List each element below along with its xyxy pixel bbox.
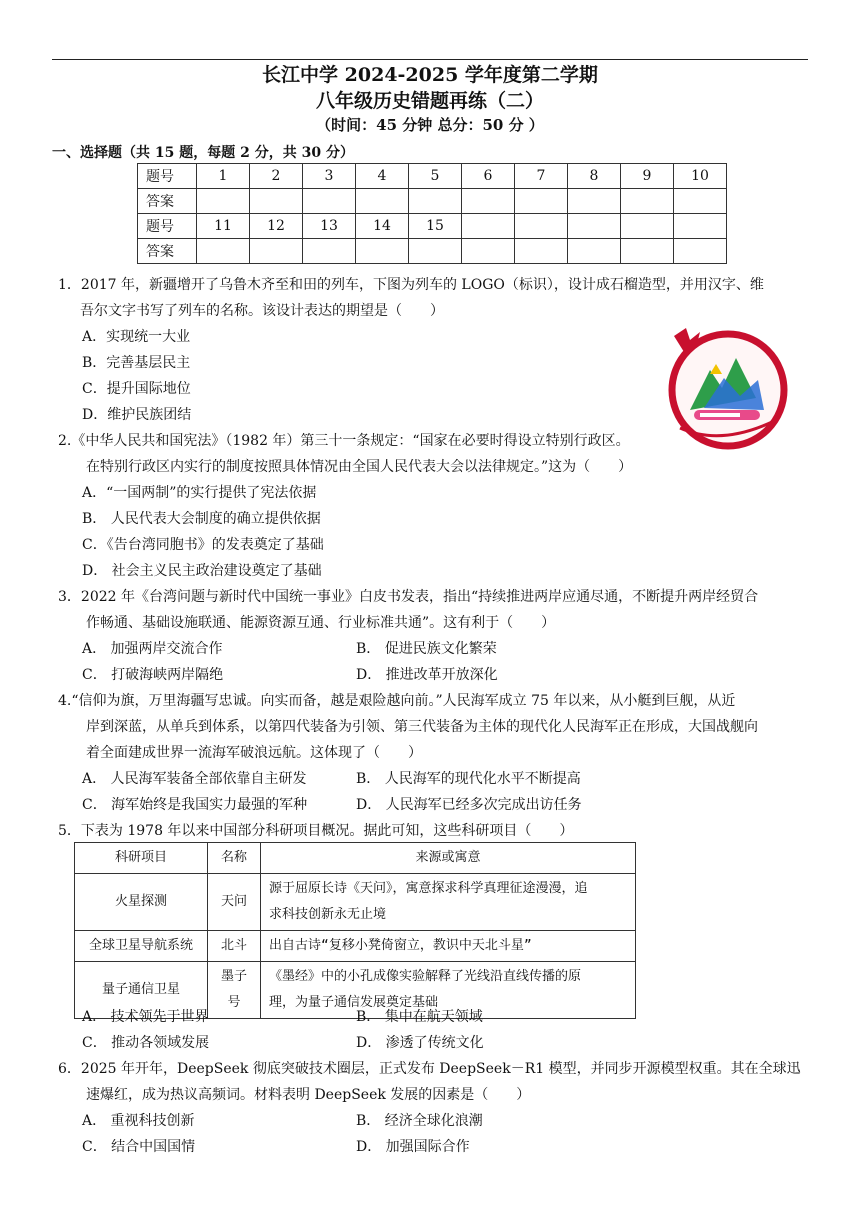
meaning-line: 《墨经》中的小孔成像实验解释了光线沿直线传播的原 bbox=[269, 969, 582, 984]
table-header: 来源或寓意 bbox=[261, 843, 636, 874]
stem-line: 吾尔文字书写了列车的名称。该设计表达的期望是（ ） bbox=[80, 303, 444, 319]
stem-line: 4.“信仰为旗，万里海疆写忠诚。向实而备，越是艰险越向前。”人民海军成立 75 年以来，从小艇到巨舰，从近 bbox=[58, 693, 736, 709]
qnum-cell: 4 bbox=[356, 164, 409, 189]
answer-cell[interactable] bbox=[197, 239, 250, 264]
answer-row bbox=[138, 239, 727, 264]
answer-label: 答案 bbox=[138, 189, 197, 214]
answer-cell[interactable] bbox=[621, 239, 674, 264]
name-cell: 天问 bbox=[208, 874, 261, 931]
stem-line: 岸到深蓝，从单兵到体系，以第四代装备为引领、第三代装备为主体的现代化人民海军正在形成，大国战舰向 bbox=[86, 719, 758, 735]
research-project-table bbox=[74, 842, 636, 1019]
q3-option-a[interactable]: A． 加强两岸交流合作 bbox=[82, 641, 223, 657]
qnum-cell: 3 bbox=[303, 164, 356, 189]
q4-option-c[interactable]: C． 海军始终是我国实力最强的军种 bbox=[82, 797, 308, 813]
stem-line: 2.《中华人民共和国宪法》（1982 年）第三十一条规定：“国家在必要时得设立特别行政区。 bbox=[58, 433, 630, 449]
qnum-cell bbox=[568, 214, 621, 239]
question-number-label: 题号 bbox=[138, 164, 197, 189]
q4-option-b[interactable]: B． 人民海军的现代化水平不断提高 bbox=[356, 771, 581, 787]
name-line: 墨子 bbox=[220, 969, 247, 984]
qnum-cell bbox=[515, 214, 568, 239]
answer-cell[interactable] bbox=[462, 189, 515, 214]
qnum-cell bbox=[462, 214, 515, 239]
qnum-cell: 15 bbox=[409, 214, 462, 239]
qnum-cell: 8 bbox=[568, 164, 621, 189]
project-cell: 全球卫星导航系统 bbox=[75, 931, 208, 962]
q5-option-b[interactable]: B． 集中在航天领域 bbox=[356, 1009, 483, 1025]
qnum-cell: 2 bbox=[250, 164, 303, 189]
question-number-label: 题号 bbox=[138, 214, 197, 239]
q6-option-a[interactable]: A． 重视科技创新 bbox=[82, 1113, 195, 1129]
answer-table bbox=[137, 163, 727, 264]
question-2-stem bbox=[58, 428, 810, 480]
qnum-cell bbox=[674, 214, 727, 239]
answer-cell[interactable] bbox=[621, 189, 674, 214]
answer-cell[interactable] bbox=[674, 239, 727, 264]
stem-line: 6．2025 年开年，DeepSeek 彻底突破技术圈层，正式发布 DeepSeek－R1 模型，并同步开源模型权重。其在全球迅 bbox=[58, 1061, 801, 1077]
qnum-cell: 6 bbox=[462, 164, 515, 189]
answer-cell[interactable] bbox=[515, 189, 568, 214]
q4-option-a[interactable]: A． 人民海军装备全部依靠自主研发 bbox=[82, 771, 307, 787]
table-header: 科研项目 bbox=[75, 843, 208, 874]
meaning-line: 求科技创新永无止境 bbox=[269, 907, 387, 922]
qnum-cell: 7 bbox=[515, 164, 568, 189]
stem-line: 速爆红，成为热议高频词。材料表明 DeepSeek 发展的因素是（ ） bbox=[86, 1087, 531, 1103]
answer-row bbox=[138, 189, 727, 214]
qnum-cell: 11 bbox=[197, 214, 250, 239]
q6-option-b[interactable]: B． 经济全球化浪潮 bbox=[356, 1113, 483, 1129]
answer-cell[interactable] bbox=[515, 239, 568, 264]
question-1-stem bbox=[58, 272, 810, 324]
qnum-cell: 14 bbox=[356, 214, 409, 239]
qnum-cell: 5 bbox=[409, 164, 462, 189]
q1-option-c[interactable]: C．提升国际地位 bbox=[82, 381, 191, 397]
exam-time-score: （时间：45 分钟 总分：50 分 ） bbox=[316, 116, 544, 134]
q2-option-c[interactable]: C．《告台湾同胞书》的发表奠定了基础 bbox=[82, 537, 324, 553]
q6-option-d[interactable]: D． 加强国际合作 bbox=[356, 1139, 470, 1155]
q3-option-b[interactable]: B． 促进民族文化繁荣 bbox=[356, 641, 497, 657]
question-4-stem bbox=[58, 688, 810, 766]
answer-cell[interactable] bbox=[409, 239, 462, 264]
answer-cell[interactable] bbox=[303, 239, 356, 264]
answer-cell[interactable] bbox=[250, 239, 303, 264]
answer-label: 答案 bbox=[138, 239, 197, 264]
answer-cell[interactable] bbox=[250, 189, 303, 214]
exam-subtitle: 八年级历史错题再练（二） bbox=[315, 90, 544, 112]
q2-option-b[interactable]: B． 人民代表大会制度的确立提供依据 bbox=[82, 511, 321, 527]
answer-cell[interactable] bbox=[462, 239, 515, 264]
meaning-line: 理，为量子通信发展奠定基础 bbox=[269, 995, 439, 1010]
table-row bbox=[75, 874, 636, 931]
q5-option-a[interactable]: A． 技术领先于世界 bbox=[82, 1009, 209, 1025]
stem-line: 在特别行政区内实行的制度按照具体情况由全国人民代表大会以法律规定。”这为（ ） bbox=[86, 459, 633, 475]
qnum-cell bbox=[621, 214, 674, 239]
qnum-cell: 12 bbox=[250, 214, 303, 239]
answer-cell[interactable] bbox=[356, 239, 409, 264]
answer-cell[interactable] bbox=[303, 189, 356, 214]
q4-option-d[interactable]: D． 人民海军已经多次完成出访任务 bbox=[356, 797, 582, 813]
q2-option-a[interactable]: A．“一国两制”的实行提供了宪法依据 bbox=[82, 485, 317, 501]
answer-cell[interactable] bbox=[409, 189, 462, 214]
stem-line: 5．下表为 1978 年以来中国部分科研项目概况。据此可知，这些科研项目（ ） bbox=[58, 823, 574, 839]
name-cell bbox=[208, 962, 261, 1019]
question-number-row bbox=[138, 214, 727, 239]
question-3-stem bbox=[58, 584, 810, 636]
answer-cell[interactable] bbox=[356, 189, 409, 214]
qnum-cell: 1 bbox=[197, 164, 250, 189]
exam-title: 长江中学 2024-2025 学年度第二学期 bbox=[262, 64, 598, 86]
qnum-cell: 13 bbox=[303, 214, 356, 239]
q1-option-b[interactable]: B．完善基层民主 bbox=[82, 355, 191, 371]
project-cell: 火星探测 bbox=[75, 874, 208, 931]
q3-option-c[interactable]: C． 打破海峡两岸隔绝 bbox=[82, 667, 224, 683]
stem-line: 1．2017 年，新疆增开了乌鲁木齐至和田的列车，下图为列车的 LOGO（标识），设计成石榴造型，并用汉字、维 bbox=[58, 277, 764, 293]
q2-option-d[interactable]: D． 社会主义民主政治建设奠定了基础 bbox=[82, 563, 322, 579]
q5-option-d[interactable]: D． 渗透了传统文化 bbox=[356, 1035, 484, 1051]
stem-line: 3．2022 年《台湾问题与新时代中国统一事业》白皮书发表，指出“持续推进两岸应通尽通，不断提升两岸经贸合 bbox=[58, 589, 759, 605]
meaning-cell: 出自古诗“复移小凳倚窗立，教识中天北斗星” bbox=[261, 931, 636, 962]
question-number-row bbox=[138, 164, 727, 189]
q6-option-c[interactable]: C． 结合中国国情 bbox=[82, 1139, 196, 1155]
question-6-stem bbox=[58, 1056, 810, 1108]
q1-option-a[interactable]: A．实现统一大业 bbox=[82, 329, 191, 345]
stem-line: 作畅通、基础设施联通、能源资源互通、行业标准共通”。这有利于（ ） bbox=[86, 615, 556, 631]
name-line: 号 bbox=[227, 995, 241, 1010]
table-header: 名称 bbox=[208, 843, 261, 874]
answer-cell[interactable] bbox=[568, 189, 621, 214]
answer-cell[interactable] bbox=[568, 239, 621, 264]
qnum-cell: 9 bbox=[621, 164, 674, 189]
q5-option-c[interactable]: C． 推动各领域发展 bbox=[82, 1035, 210, 1051]
name-cell: 北斗 bbox=[208, 931, 261, 962]
meaning-cell bbox=[261, 874, 636, 931]
qnum-cell: 10 bbox=[674, 164, 727, 189]
project-cell: 量子通信卫星 bbox=[75, 962, 208, 1019]
answer-cell[interactable] bbox=[674, 189, 727, 214]
q3-option-d[interactable]: D． 推进改革开放深化 bbox=[356, 667, 498, 683]
q1-option-d[interactable]: D．维护民族团结 bbox=[82, 407, 192, 423]
answer-cell[interactable] bbox=[197, 189, 250, 214]
meaning-line: 源于屈原长诗《天问》，寓意探求科学真理征途漫漫，追 bbox=[269, 881, 588, 896]
table-row bbox=[75, 931, 636, 962]
question-5-stem bbox=[58, 818, 810, 844]
section-heading: 一、选择题（共 15 题，每题 2 分，共 30 分） bbox=[52, 145, 354, 161]
stem-line: 着全面建成世界一流海军破浪远航。这体现了（ ） bbox=[86, 745, 422, 761]
